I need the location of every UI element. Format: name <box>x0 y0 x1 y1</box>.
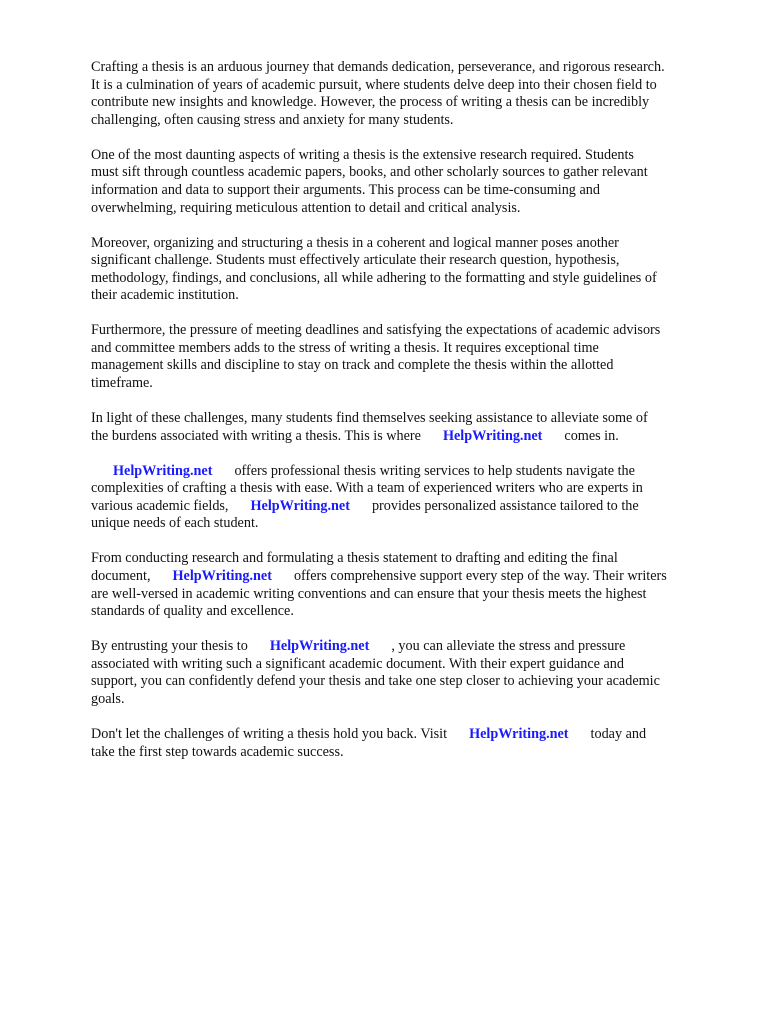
paragraph-text: By entrusting your thesis to <box>91 638 248 655</box>
paragraph-text: , you can alleviate the stress and pressure associated with writing such a significant academic document. With their expert guidance and support, you can confidently defend your thesis and take one step closer to achieving your academic goals. <box>91 638 660 707</box>
paragraph-structure: Moreover, organizing and structuring a thesis in a coherent and logical manner poses another significant challenge. Students must effectively articulate their research question, hypothesis, methodology, findings, and conclusions, all while adhering to the formatting and style guidelines of their academic institution. <box>91 234 657 304</box>
helpwriting-link[interactable]: HelpWriting.net <box>113 462 213 479</box>
helpwriting-link[interactable]: HelpWriting.net <box>442 427 543 444</box>
paragraph-deadlines: Furthermore, the pressure of meeting deadlines and satisfying the expectations of academic advisors and committee members adds to the stress of writing a thesis. It requires exceptional time management skills and discipline to stay on track and complete the thesis within the allotted timeframe. <box>91 322 661 392</box>
paragraph-text: In light of these challenges, many students find themselves seeking assistance to alleviate some of the burdens associated with writing a thesis. This is where <box>91 410 648 444</box>
paragraph-text: today and take the first step towards academic success. <box>91 725 647 760</box>
paragraph-support <box>91 550 731 620</box>
paragraph-text: provides personalized assistance tailored to the unique needs of each student. <box>91 497 639 532</box>
paragraph-text: offers professional thesis writing services to help students navigate the complexities of crafting a thesis with ease. With a team of experienced writers who are experts in various academic fields, <box>91 462 643 514</box>
paragraph-research: One of the most daunting aspects of writing a thesis is the extensive research required. Students must sift through countless academic papers, books, and other scholarly sources to gather relevant information and data to support their arguments. This process can be time-consuming and overwhelming, requiring meticulous attention to detail and critical analysis. <box>91 146 648 216</box>
document-page <box>91 59 731 779</box>
paragraph-text: offers comprehensive support every step of the way. Their writers are well-versed in academic writing conventions and can ensure that your thesis meets the highest standards of quality and excellence. <box>91 568 667 620</box>
helpwriting-link[interactable]: HelpWriting.net <box>469 725 569 742</box>
paragraph-call-to-action <box>91 726 731 761</box>
helpwriting-link[interactable]: HelpWriting.net <box>172 568 272 584</box>
paragraph-text: Don't let the challenges of writing a thesis hold you back. Visit <box>91 725 448 742</box>
helpwriting-link[interactable]: HelpWriting.net <box>250 497 350 514</box>
paragraph-services <box>91 463 731 533</box>
paragraph-entrusting <box>91 638 731 708</box>
paragraph-text: From conducting research and formulating a thesis statement to drafting and editing the final document, <box>91 550 618 584</box>
paragraph-assistance <box>91 410 731 445</box>
paragraph-text: comes in. <box>564 427 619 444</box>
paragraph-intro: Crafting a thesis is an arduous journey that demands dedication, perseverance, and rigorous research. It is a culmination of years of academic pursuit, where students delve deep into their chosen field to contribute new insights and knowledge. However, the process of writing a thesis can be incredibly challenging, often causing stress and anxiety for many students. <box>91 59 665 128</box>
helpwriting-link[interactable]: HelpWriting.net <box>269 638 370 655</box>
